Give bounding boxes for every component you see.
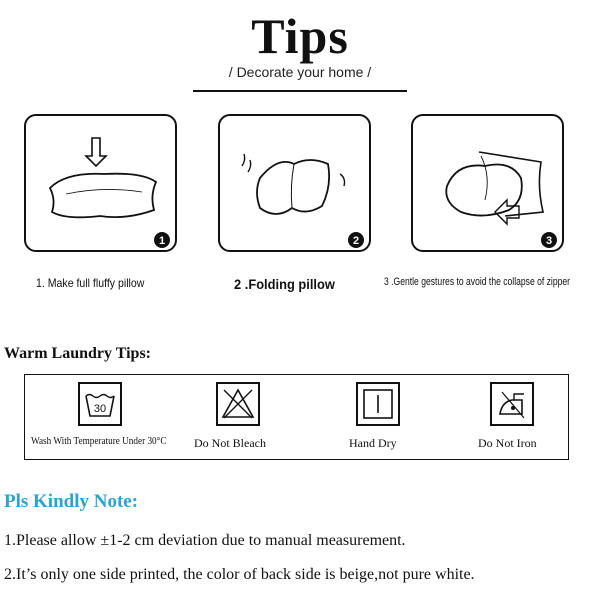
page-title: Tips bbox=[251, 8, 349, 64]
wash-temperature: 30 bbox=[93, 403, 107, 415]
step-1-illustration bbox=[24, 114, 177, 252]
fluff-pillow-icon bbox=[26, 116, 179, 254]
step-3-caption: 3 .Gentle gestures to avoid the collapse of zipper bbox=[384, 276, 571, 288]
step-1-number: 1 bbox=[158, 235, 166, 247]
step-1-caption: 1. Make full fluffy pillow bbox=[36, 276, 145, 290]
fold-pillow-icon bbox=[220, 116, 373, 254]
care-label-dry: Hand Dry bbox=[349, 436, 397, 450]
note-line-2: 2.It’s only one side printed, the color of back side is beige,not pure white. bbox=[4, 566, 475, 583]
care-label-iron: Do Not Iron bbox=[478, 436, 537, 450]
note-line-1: 1.Please allow ±1-2 cm deviation due to manual measurement. bbox=[4, 532, 406, 549]
title-divider bbox=[193, 90, 407, 92]
step-3-number: 3 bbox=[545, 235, 553, 247]
step-2-number: 2 bbox=[352, 235, 360, 247]
do-not-bleach-icon bbox=[216, 382, 260, 426]
care-label-bleach: Do Not Bleach bbox=[194, 436, 266, 450]
zipper-pillow-icon bbox=[413, 116, 566, 254]
care-label-wash: Wash With Temperature Under 30°C bbox=[31, 436, 167, 447]
laundry-heading: Warm Laundry Tips: bbox=[4, 345, 152, 362]
note-heading: Pls Kindly Note: bbox=[4, 491, 139, 512]
do-not-iron-icon bbox=[490, 382, 534, 426]
step-3-illustration bbox=[411, 114, 564, 252]
step-2-illustration bbox=[218, 114, 371, 252]
page-subtitle: / Decorate your home / bbox=[228, 64, 372, 80]
hand-dry-icon bbox=[356, 382, 400, 426]
step-2-caption: 2 .Folding pillow bbox=[234, 276, 335, 292]
wash-30-icon bbox=[78, 382, 122, 426]
